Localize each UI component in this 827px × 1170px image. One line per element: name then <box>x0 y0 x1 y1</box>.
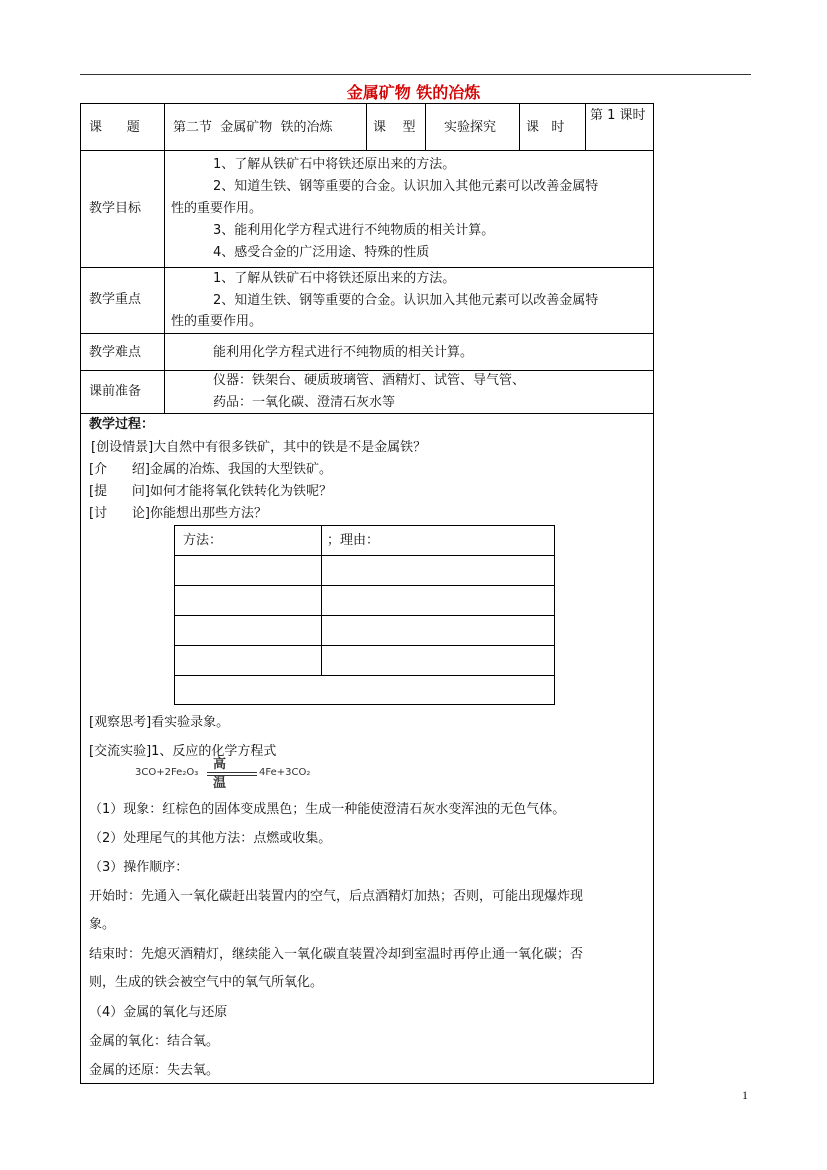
end-text-cont: 则，生成的铁会被空气中的氧气所氧化。 <box>89 975 324 990</box>
equation-left: 3CO+2Fe₂O₃ <box>135 767 199 778</box>
difficulties-text: 能利用化学方程式进行不纯物质的相关计算。 <box>213 345 474 360</box>
key-point-item: 2、知道生铁、钢等重要的合金。认识加入其他元素可以改善金属特 <box>213 293 599 308</box>
col-divider <box>366 104 367 150</box>
row-divider <box>81 413 653 414</box>
preparation-label: 课前准备 <box>89 384 142 399</box>
method-row-divider <box>175 585 554 586</box>
row-divider <box>81 333 653 334</box>
equation-condition: 高温 <box>213 757 229 791</box>
header-rule <box>80 74 751 75</box>
reason-header: ；理由： <box>327 533 380 548</box>
reduction-text: 金属的还原：失去氧。 <box>89 1063 220 1078</box>
point-item: （1）现象：红棕色的固体变成黑色；生成一种能使澄清石灰水变浑浊的无色气体。 <box>89 802 566 817</box>
hours-label: 课 时 <box>526 120 565 135</box>
objectives-label: 教学目标 <box>89 201 142 216</box>
key-point-item: 性的重要作用。 <box>171 314 263 329</box>
method-table <box>174 525 555 705</box>
lesson-plan-table <box>80 103 654 1084</box>
point-item: （2）处理尾气的其他方法：点燃或收集。 <box>89 831 332 846</box>
oxidation-text: 金属的氧化：结合氧。 <box>89 1034 220 1049</box>
key-point-item: 1、了解从铁矿石中将铁还原出来的方法。 <box>213 271 456 286</box>
point-item: （3）操作顺序： <box>89 860 189 875</box>
equation-equals-sign <box>207 772 257 776</box>
hours-value: 第 1 课时 <box>590 108 646 123</box>
type-label: 课 型 <box>373 120 416 135</box>
observe-line: [观察思考]看实验录象。 <box>89 715 230 730</box>
start-text: 开始时：先通入一氧化碳赶出装置内的空气，后点酒精灯加热；否则，可能出现爆炸现 <box>89 889 584 904</box>
type-value: 实验探究 <box>444 120 497 135</box>
end-text: 结束时：先熄灭酒精灯，继续能入一氧化碳直装置冷却到室温时再停止通一氧化碳；否 <box>89 947 584 962</box>
subject-label: 课 题 <box>89 120 140 135</box>
col-divider <box>519 104 520 150</box>
objective-item: 性的重要作用。 <box>171 201 263 216</box>
key-points-label: 教学重点 <box>89 292 142 307</box>
process-line: [介 绍]金属的冶炼、我国的大型铁矿。 <box>89 462 332 477</box>
start-text-cont: 象。 <box>89 917 116 932</box>
method-row-divider <box>175 645 554 646</box>
page-number: 1 <box>742 1088 748 1102</box>
process-heading: 教学过程： <box>89 417 155 432</box>
row-divider <box>81 150 653 151</box>
chemical-equation <box>135 757 311 791</box>
instruments-text: 仪器：铁架台、硬质玻璃管、酒精灯、试管、导气管、 <box>213 373 526 388</box>
col-divider <box>585 104 586 150</box>
col-divider <box>164 104 165 413</box>
method-row-divider <box>175 615 554 616</box>
method-header: 方法： <box>183 533 223 548</box>
method-row-divider <box>175 675 554 676</box>
col-divider <box>425 104 426 150</box>
process-line: [创设情景]大自然中有很多铁矿，其中的铁是不是金属铁？ <box>91 440 427 455</box>
exchange-line: [交流实验]1、反应的化学方程式 <box>89 744 277 759</box>
document-title: 金属矿物 铁的冶炼 <box>346 83 481 102</box>
method-row-divider <box>175 555 554 556</box>
method-col-divider <box>321 526 322 675</box>
objective-item: 4、感受合金的广泛用途、特殊的性质 <box>213 245 430 260</box>
difficulties-label: 教学难点 <box>89 345 142 360</box>
process-line: [讨 论]你能想出那些方法？ <box>89 506 267 521</box>
redox-title: （4）金属的氧化与还原 <box>89 1005 228 1020</box>
objective-item: 2、知道生铁、钢等重要的合金。认识加入其他元素可以改善金属特 <box>213 179 599 194</box>
process-line: [提 问]如何才能将氧化铁转化为铁呢？ <box>89 484 332 499</box>
reagents-text: 药品：一氧化碳、澄清石灰水等 <box>213 395 396 410</box>
objective-item: 1、了解从铁矿石中将铁还原出来的方法。 <box>213 157 456 172</box>
subject-value: 第二节 金属矿物 铁的冶炼 <box>173 120 333 135</box>
objective-item: 3、能利用化学方程式进行不纯物质的相关计算。 <box>213 223 495 238</box>
equation-right: 4Fe+3CO₂ <box>259 767 311 778</box>
